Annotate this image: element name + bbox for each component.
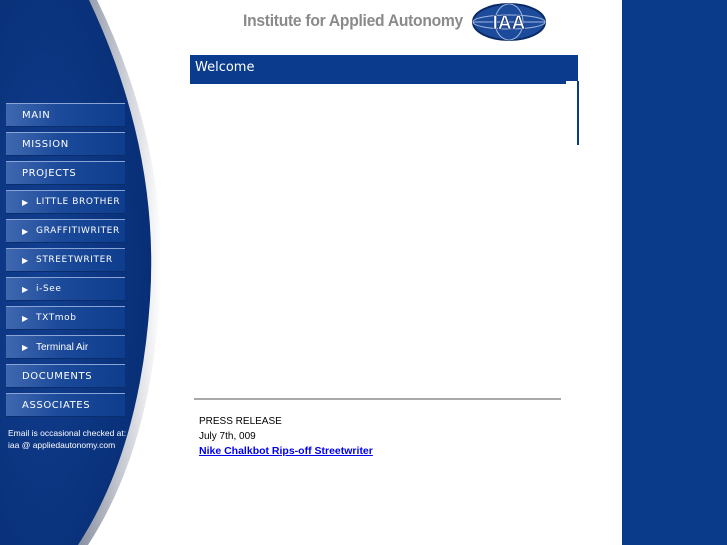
welcome-underline — [190, 81, 566, 84]
nav-item-label: i-See — [36, 284, 62, 294]
nav-item-txtmob[interactable] — [6, 306, 125, 330]
email-note-line: Email is occasional checked at: — [8, 428, 127, 438]
nav-item-little-brother[interactable] — [6, 190, 125, 214]
nav-item-label: PROJECTS — [22, 167, 77, 179]
nav-item-mission[interactable] — [6, 132, 125, 156]
iaa-emblem-icon — [471, 2, 547, 42]
content-divider — [194, 398, 561, 400]
press-release-label: PRESS RELEASE — [199, 416, 282, 427]
play-arrow-icon: ▶ — [22, 197, 29, 207]
play-arrow-icon: ▶ — [22, 226, 29, 236]
nav-item-label: GRAFFITIWRITER — [36, 226, 120, 236]
press-release-link[interactable]: Nike Chalkbot Rips-off Streetwriter — [199, 445, 373, 457]
email-note — [8, 427, 133, 451]
play-arrow-icon: ▶ — [22, 313, 29, 323]
nav-item-graffitiwriter[interactable] — [6, 219, 125, 243]
welcome-title: Welcome — [195, 60, 255, 75]
play-arrow-icon: ▶ — [22, 255, 29, 265]
play-arrow-icon: ▶ — [22, 284, 29, 294]
nav-item-streetwriter[interactable] — [6, 248, 125, 272]
email-address: iaa @ appliedautonomy.com — [8, 440, 116, 450]
right-border-strip — [622, 0, 727, 545]
nav-item-terminal-air[interactable] — [6, 335, 125, 359]
nav-item-associates[interactable] — [6, 393, 125, 417]
site-logo[interactable] — [243, 2, 548, 42]
nav-item-label: Terminal Air — [36, 341, 89, 353]
nav-item-label: MISSION — [22, 138, 69, 150]
nav-item-main[interactable] — [6, 103, 125, 127]
nav-item-label: LITTLE BROTHER — [36, 197, 121, 207]
logo-text: Institute for Applied Autonomy — [243, 11, 463, 30]
press-release-date: July 7th, 009 — [199, 430, 256, 442]
nav-item-label: ASSOCIATES — [22, 399, 91, 411]
nav-item-label: MAIN — [22, 109, 51, 121]
nav-item-label: TXTmob — [36, 313, 77, 323]
emblem-text: IAA — [492, 13, 526, 34]
nav-item-projects[interactable] — [6, 161, 125, 185]
play-arrow-icon: ▶ — [22, 342, 29, 352]
nav-item-label: STREETWRITER — [36, 255, 113, 265]
main-nav — [6, 103, 125, 422]
welcome-header — [190, 55, 578, 81]
nav-item-i-see[interactable] — [6, 277, 125, 301]
nav-item-documents[interactable] — [6, 364, 125, 388]
left-sidebar — [0, 0, 170, 545]
press-release — [199, 415, 559, 460]
welcome-side-border — [577, 81, 579, 145]
nav-item-label: DOCUMENTS — [22, 370, 93, 382]
